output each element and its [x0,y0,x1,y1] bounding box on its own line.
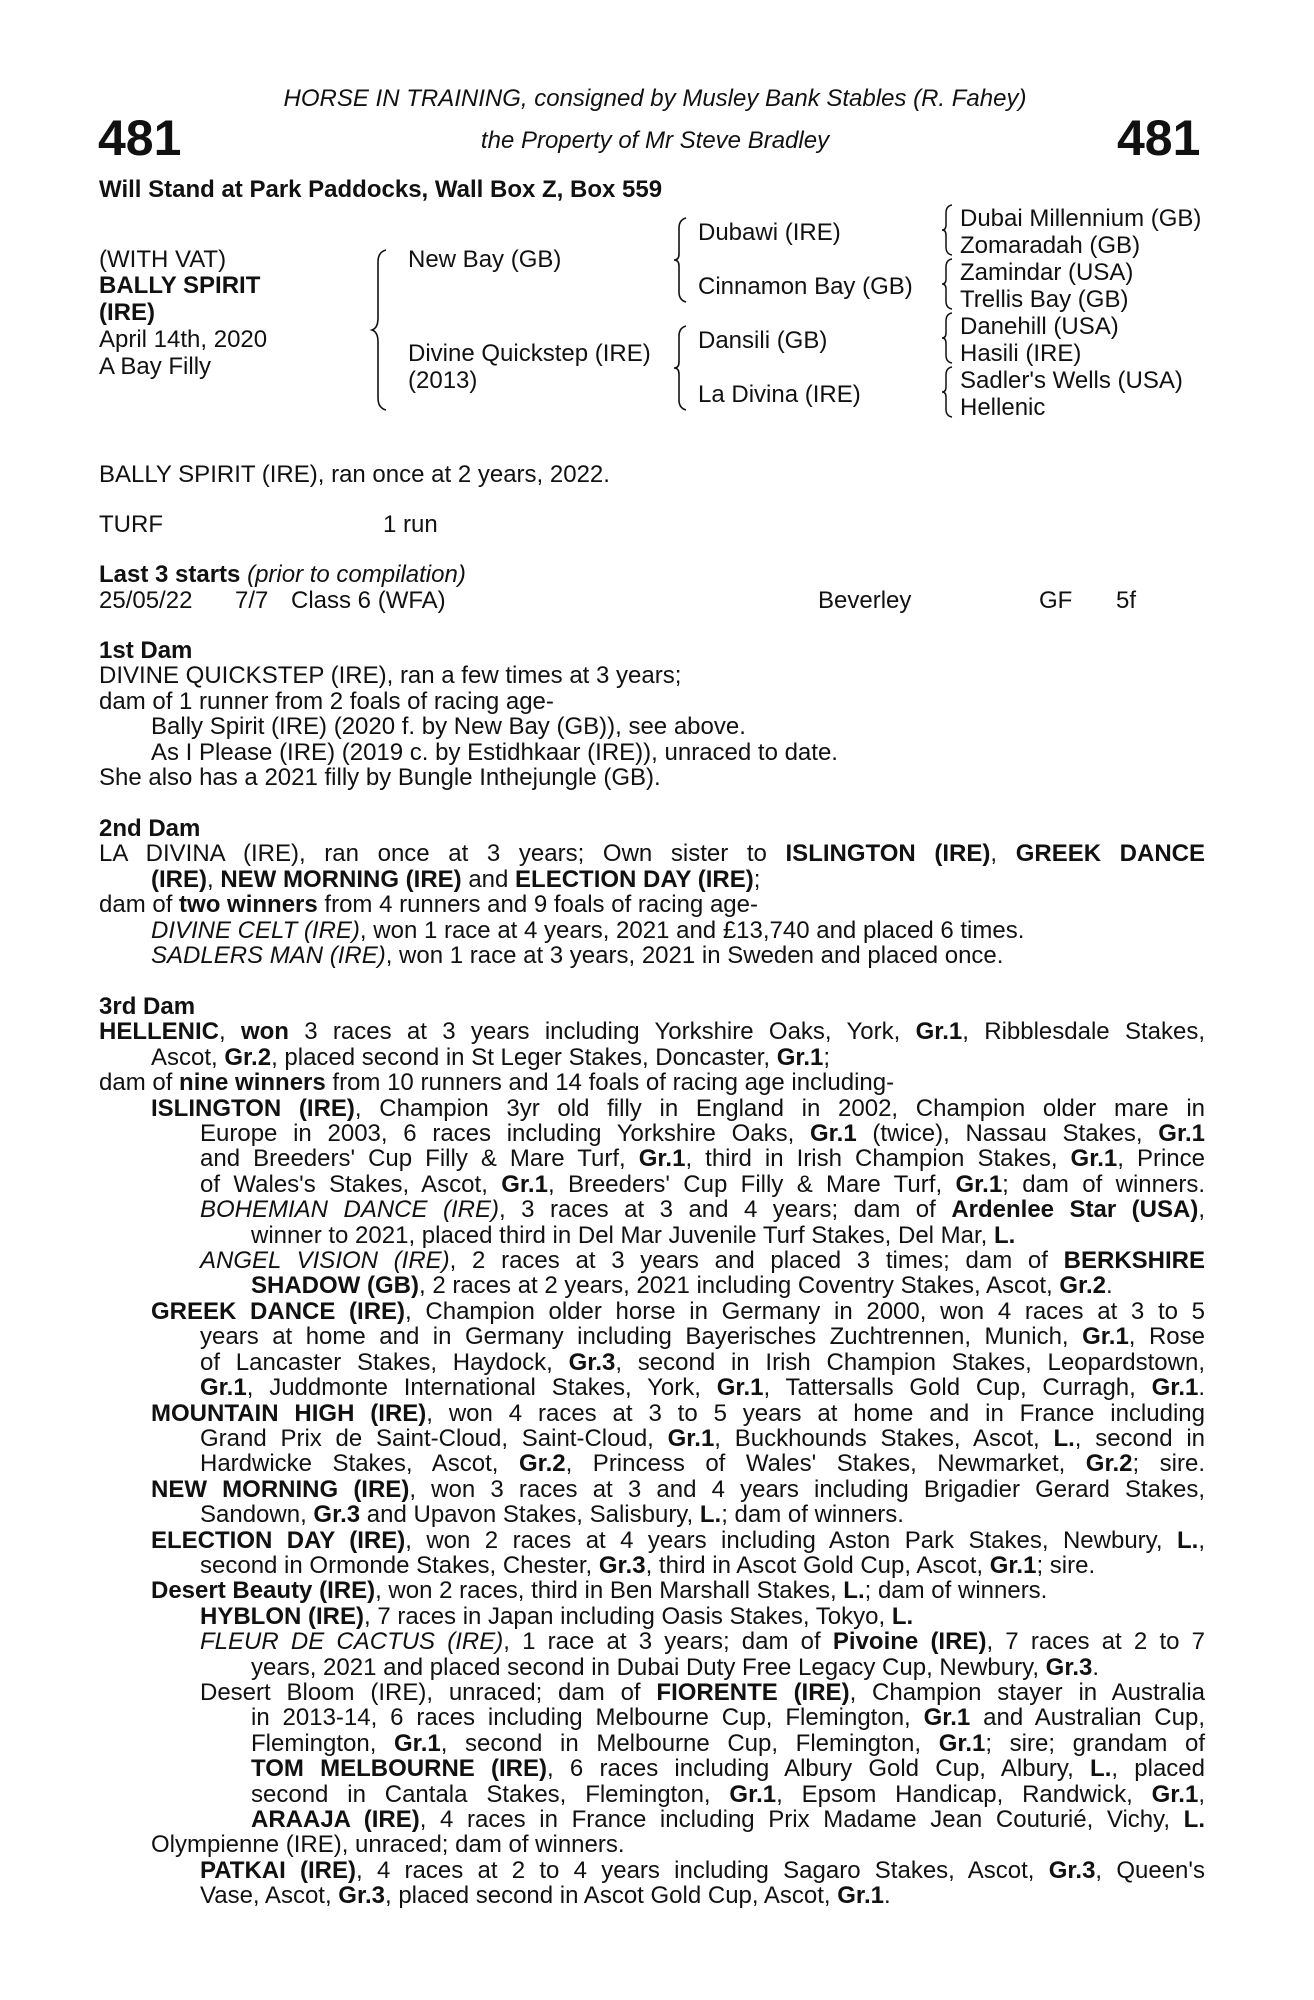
text: , [990,840,1016,868]
last-starts-title: Last 3 starts [99,561,241,588]
produce-name: BOHEMIAN DANCE (IRE) [200,1196,499,1224]
consignment-title: HORSE IN TRAINING, consigned by Musley Bank Stables (R. Fahey) [283,85,1027,112]
emphasis-text: Gr.2 [518,1450,566,1478]
start-going: GF [1039,587,1073,614]
produce-name: DIVINE CELT (IRE) [151,916,360,944]
third-dam-heading: 3rd Dam [99,993,196,1020]
text: ; sire; grandam of [985,1729,1206,1757]
relative-name: NEW MORNING (IRE) [220,865,462,893]
winner-count: two winners [179,891,318,919]
dam-dam: La Divina (IRE) [698,381,861,408]
text: , Champion older horse in Germany in 2000, won 4 races at 3 to 5 [405,1297,1205,1325]
emphasis-text: Gr.2 [1085,1450,1133,1478]
text: . [1092,1653,1100,1681]
dam-sire: Dansili (GB) [698,327,828,354]
emphasis-text: Gr.1 [200,1374,247,1402]
emphasis-text: SHADOW (GB) [251,1272,419,1300]
emphasis-text: BERKSHIRE [1063,1247,1205,1275]
text: , 7 races at 2 to 7 [986,1628,1206,1656]
produce-name: FLEUR DE CACTUS (IRE) [200,1628,504,1656]
emphasis-text: Gr.3 [568,1348,616,1376]
text: , 2 races at 2 years, 2021 including Coventry Stakes, Ascot, [418,1272,1060,1300]
third-dam-line [99,1883,1205,1908]
text: winner to 2021, placed third in Del Mar Juvenile Turf Stakes, Del Mar, [251,1221,995,1249]
start-position: 7/7 [235,587,269,614]
lot-number-left: 481 [98,110,182,166]
third-dam-line [99,1604,1205,1629]
emphasis-text: Gr.1 [716,1374,764,1402]
second-dam-produce [99,943,1205,968]
bracket-gg2 [942,259,956,309]
emphasis-text: Gr.1 [667,1424,715,1452]
third-dam-section [99,994,1205,1909]
emphasis-text: Gr.1 [1082,1323,1129,1351]
second-dam-section [99,816,1205,968]
text: and Breeders' Cup Filly & Mare Turf, [200,1145,639,1173]
emphasis-text: Gr.1 [1070,1145,1118,1173]
emphasis-text: ARAAJA (IRE) [251,1806,420,1833]
emphasis-text: L. [1090,1755,1112,1783]
gg-sire-sire-sire: Dubai Millennium (GB) [960,205,1202,232]
text: second in Ormonde Stakes, Chester, [200,1551,599,1579]
gg-sire-dam-sire: Zamindar (USA) [960,259,1134,286]
emphasis-text: Gr.1 [955,1170,1003,1198]
emphasis-text: Gr.3 [313,1501,361,1529]
text: , 4 races in France including Prix Madame Jean Couturié, Vichy, [419,1806,1184,1833]
third-dam-line [99,1401,1205,1426]
relative-name: ISLINGTON (IRE) [785,840,991,868]
text: , Princess of Wales' Stakes, Newmarket, [565,1450,1086,1478]
third-dam-line [99,1858,1205,1883]
text: 3 races at 3 years including Yorkshire Oaks, York, [288,1018,916,1046]
second-dam-line [99,867,1205,892]
text: years, 2021 and placed second in Dubai Duty Free Legacy Cup, Newbury, [251,1653,1046,1681]
text: Ascot, [151,1043,225,1071]
second-dam-line [99,841,1205,866]
first-dam-produce: Bally Spirit (IRE) (2020 f. by New Bay (GB)), see above. [151,713,746,741]
bracket-dam [674,326,690,410]
emphasis-text: won [240,1018,289,1046]
third-dam-line [99,1045,1205,1070]
horse-name-suffix: (IRE) [99,299,155,326]
third-dam-line [99,1172,1205,1197]
text: , 3 races at 3 and 4 years; dam of [498,1196,952,1224]
emphasis-text: Gr.1 [1151,1780,1199,1808]
emphasis-text: Gr.1 [810,1120,857,1148]
emphasis-text: Gr.1 [923,1704,971,1732]
first-dam-line: She also has a 2021 filly by Bungle Inthejungle (GB). [99,764,661,792]
bracket-gg3 [942,313,956,363]
third-dam-line [99,1070,1205,1095]
text: , 1 race at 3 years; dam of [503,1628,833,1656]
turf-runs: 1 run [383,511,438,538]
third-dam-line [99,1146,1205,1171]
third-dam-line [99,1578,1205,1603]
relative-name: ELECTION DAY (IRE) [515,865,754,893]
text: , second in [1074,1424,1206,1452]
text: , third in Irish Champion Stakes, [685,1145,1071,1173]
bracket-main [372,250,392,410]
third-dam-line [99,1832,1205,1857]
emphasis-text: HYBLON (IRE) [200,1602,364,1630]
text: Vase, Ascot, [200,1882,339,1910]
first-dam-produce: As I Please (IRE) (2019 c. by Estidhkaar (IRE)), unraced to date. [151,738,838,766]
text: . [1106,1272,1113,1300]
text: Olympienne (IRE), unraced; dam of winners. [151,1831,625,1859]
text: , won 4 races at 3 to 5 years at home and in France including [426,1399,1205,1427]
text: Sandown, [200,1501,314,1529]
text: , Buckhounds Stakes, Ascot, [714,1424,1054,1452]
relative-name: GREEK DANCE [1015,840,1206,868]
text: of Wales's Stakes, Ascot, [200,1170,502,1198]
start-course: Beverley [818,587,912,614]
text: in 2013-14, 6 races including Melbourne Cup, Flemington, [251,1704,924,1732]
emphasis-text: L. [994,1221,1016,1249]
emphasis-text: Gr.3 [338,1882,385,1910]
emphasis-text: Gr.3 [1048,1856,1096,1884]
third-dam-line [99,1121,1205,1146]
text: , placed second in St Leger Stakes, Doncaster, [271,1043,777,1071]
third-dam-line [99,1705,1205,1730]
text: and [461,865,516,893]
text: , [1198,1196,1205,1224]
emphasis-text: Pivoine (IRE) [832,1628,987,1656]
third-dam-body [99,1019,1205,1908]
text: , 2 races at 3 years and placed 3 times; dam of [449,1247,1064,1275]
text: . [883,1882,891,1910]
turf-label: TURF [99,511,163,538]
second-dam-line [99,892,1205,917]
third-dam-line [99,1096,1205,1121]
gg-dam-dam-dam: Hellenic [960,394,1046,421]
emphasis-text: FIORENTE (IRE) [656,1678,850,1706]
text: ; sire. [1036,1551,1096,1579]
text: , Rose [1128,1323,1205,1351]
text: ; dam of winners. [721,1501,904,1529]
gg-dam-sire-dam: Hasili (IRE) [960,340,1082,367]
text: Europe in 2003, 6 races including Yorkshire Oaks, [200,1120,810,1148]
text: , Epsom Handicap, Randwick, [776,1780,1152,1808]
produce-name: SADLERS MAN (IRE) [151,942,386,970]
emphasis-text: L. [1053,1424,1075,1452]
text: and Australian Cup, [970,1704,1206,1732]
last-starts-heading [99,562,466,587]
bracket-sire [674,218,690,302]
text: , Ribblesdale Stakes, [962,1018,1205,1046]
emphasis-text: Gr.3 [1045,1653,1093,1681]
emphasis-text: Gr.1 [915,1018,963,1046]
text: ; dam of winners. [864,1577,1048,1605]
text: LA DIVINA (IRE), ran once at 3 years; Own sister to [99,840,786,868]
third-dam-line [99,1807,1205,1832]
text: , Champion stayer in Australia [849,1678,1205,1706]
dam: Divine Quickstep (IRE) [408,340,651,367]
text: , placed second in Ascot Gold Cup, Ascot, [385,1882,838,1910]
text: Hardwicke Stakes, Ascot, [200,1450,519,1478]
text: , [219,1018,241,1046]
text: , 7 races in Japan including Oasis Stakes, Tokyo, [364,1602,892,1630]
gg-sire-sire-dam: Zomaradah (GB) [960,232,1141,259]
text: ; dam of winners. [1002,1170,1205,1198]
emphasis-text: nine winners [179,1069,326,1097]
emphasis-text: Gr.1 [638,1145,686,1173]
emphasis-text: Desert Beauty (IRE) [151,1577,376,1605]
text: , [1198,1780,1205,1808]
text: , 4 races at 2 to 4 years including Sagaro Stakes, Ascot, [356,1856,1049,1884]
third-dam-line [99,1451,1205,1476]
third-dam-line [99,1273,1205,1298]
text: , 6 races including Albury Gold Cup, Albury, [547,1755,1091,1783]
emphasis-text: Gr.2 [224,1043,272,1071]
text: , [207,865,221,893]
gg-dam-dam-sire: Sadler's Wells (USA) [960,367,1183,394]
emphasis-text: GREEK DANCE (IRE) [151,1297,406,1325]
emphasis-text: L. [1177,1526,1199,1554]
emphasis-text: L. [1183,1806,1205,1833]
text: , third in Ascot Gold Cup, Ascot, [645,1551,990,1579]
third-dam-line [99,1731,1205,1756]
emphasis-text: Gr.1 [989,1551,1037,1579]
text: , Champion 3yr old filly in England in 2002, Champion older mare in [354,1094,1205,1122]
text: , won 1 race at 4 years, 2021 and £13,740 and placed 6 times. [359,916,1025,944]
foaling-date: April 14th, 2020 [99,326,268,353]
start-race: Class 6 (WFA) [291,587,446,614]
text: , won 2 races, third in Ben Marshall Stakes, [375,1577,844,1605]
first-dam-heading: 1st Dam [99,637,193,664]
text: dam of [99,891,180,919]
text: ; [823,1043,831,1071]
third-dam-line [99,1197,1205,1222]
property-owner: the Property of Mr Steve Bradley [480,127,830,154]
race-summary: BALLY SPIRIT (IRE), ran once at 2 years, 2022. [99,461,610,488]
emphasis-text: MOUNTAIN HIGH (IRE) [151,1399,427,1427]
sire-dam: Cinnamon Bay (GB) [698,273,913,300]
text: years at home and in Germany including Bayerisches Zuchtrennen, Munich, [200,1323,1083,1351]
start-distance: 5f [1116,587,1137,614]
horse-description: A Bay Filly [99,353,212,380]
text: , second in Melbourne Cup, Flemington, [440,1729,939,1757]
bracket-gg1 [942,205,956,255]
third-dam-line [99,1350,1205,1375]
third-dam-line [99,1553,1205,1578]
last-starts-note: (prior to compilation) [247,561,466,588]
emphasis-text: Gr.1 [776,1043,824,1071]
emphasis-text: ISLINGTON (IRE) [151,1094,355,1122]
text: , won 3 races at 3 and 4 years including Brigadier Gerard Stakes, [409,1475,1206,1503]
emphasis-text: L. [699,1501,722,1529]
emphasis-text: Gr.1 [1158,1120,1205,1148]
emphasis-text: HELLENIC [99,1018,219,1046]
first-dam-line: dam of 1 runner from 2 foals of racing age- [99,687,554,715]
third-dam-line [99,1629,1205,1654]
emphasis-text: TOM MELBOURNE (IRE) [251,1755,548,1783]
text: , [1198,1526,1205,1554]
emphasis-text: Ardenlee Star (USA) [951,1196,1199,1224]
emphasis-text: Gr.1 [1151,1374,1199,1402]
stand-location: Will Stand at Park Paddocks, Wall Box Z, Box 559 [99,176,663,203]
third-dam-line [99,1019,1205,1044]
horse-name: BALLY SPIRIT [99,272,261,299]
dam-year: (2013) [408,367,478,394]
third-dam-line [99,1528,1205,1553]
sire-sire: Dubawi (IRE) [698,219,841,246]
emphasis-text: NEW MORNING (IRE) [151,1475,410,1503]
text: , Juddmonte International Stakes, York, [246,1374,717,1402]
emphasis-text: Gr.1 [729,1780,777,1808]
text: Grand Prix de Saint-Cloud, Saint-Cloud, [200,1424,668,1452]
second-dam-heading: 2nd Dam [99,815,201,842]
third-dam-line [99,1299,1205,1324]
text: . [1198,1374,1206,1402]
emphasis-text: Gr.1 [394,1729,441,1757]
text: dam of [99,1069,180,1097]
bracket-gg4 [942,367,956,417]
text: , Queen's [1095,1856,1205,1884]
vat-note: (WITH VAT) [99,246,227,273]
gg-sire-dam-dam: Trellis Bay (GB) [960,286,1129,313]
third-dam-line [99,1756,1205,1781]
text: and Upavon Stakes, Salisbury, [360,1501,700,1529]
text: , Breeders' Cup Filly & Mare Turf, [547,1170,956,1198]
text: , won 2 races at 4 years including Aston Park Stakes, Newbury, [405,1526,1177,1554]
produce-name: ANGEL VISION (IRE) [200,1247,450,1275]
text: , placed [1111,1755,1205,1783]
text: , second in Irish Champion Stakes, Leopardstown, [615,1348,1205,1376]
lot-number-right: 481 [1117,110,1201,166]
emphasis-text: Gr.1 [837,1882,884,1910]
start-date: 25/05/22 [99,587,193,614]
emphasis-text: ELECTION DAY (IRE) [151,1526,406,1554]
text: from 10 runners and 14 foals of racing age including- [325,1069,895,1097]
gg-dam-sire-sire: Danehill (USA) [960,313,1119,340]
emphasis-text: L. [843,1577,865,1605]
text: , won 1 race at 3 years, 2021 in Sweden and placed once. [385,942,1004,970]
text: , Prince [1117,1145,1205,1173]
first-dam-line: DIVINE QUICKSTEP (IRE), ran a few times at 3 years; [99,662,682,690]
third-dam-line [99,1248,1205,1273]
text: of Lancaster Stakes, Haydock, [200,1348,569,1376]
text: second in Cantala Stakes, Flemington, [251,1780,730,1808]
text: ; sire. [1132,1450,1205,1478]
first-dam-section [99,638,1205,790]
text: ; [753,865,761,893]
third-dam-line [99,1375,1205,1400]
emphasis-text: Gr.1 [501,1170,548,1198]
third-dam-line [99,1426,1205,1451]
text: Desert Bloom (IRE), unraced; dam of [200,1678,657,1706]
text: from 4 runners and 9 foals of racing age- [317,891,758,919]
text: , Tattersalls Gold Cup, Curragh, [763,1374,1152,1402]
emphasis-text: Gr.1 [938,1729,986,1757]
sire: New Bay (GB) [408,246,562,273]
relative-name: (IRE) [151,865,207,893]
text: (twice), Nassau Stakes, [856,1120,1159,1148]
text: Flemington, [251,1729,395,1757]
emphasis-text: L. [891,1602,914,1630]
third-dam-line [99,1477,1205,1502]
third-dam-line [99,1655,1205,1680]
emphasis-text: Gr.3 [598,1551,646,1579]
third-dam-line [99,1324,1205,1349]
third-dam-line [99,1680,1205,1705]
second-dam-produce [99,918,1205,943]
third-dam-line [99,1782,1205,1807]
emphasis-text: PATKAI (IRE) [200,1856,357,1884]
emphasis-text: Gr.2 [1059,1272,1107,1300]
third-dam-line [99,1223,1205,1248]
third-dam-line [99,1502,1205,1527]
